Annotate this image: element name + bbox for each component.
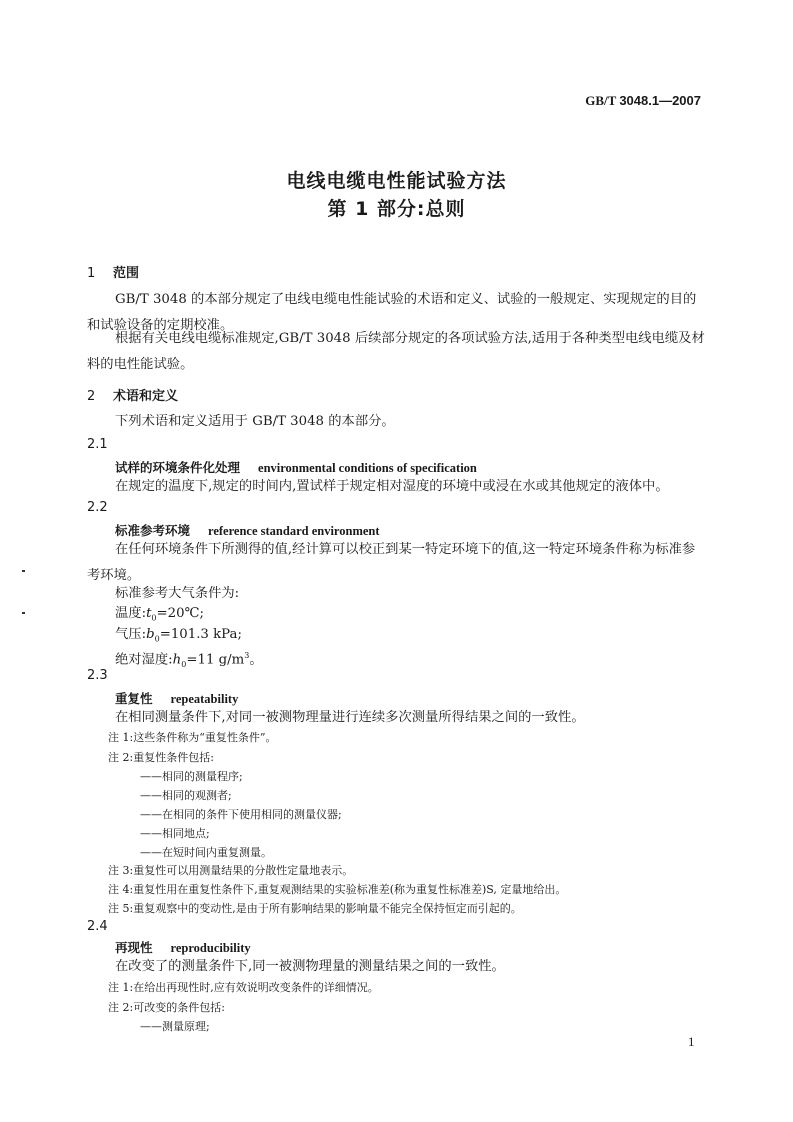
page-number: 1	[688, 1034, 695, 1049]
term-zh: 重复性	[115, 691, 153, 706]
term-en: reproducibility	[170, 941, 251, 955]
condition-symbol: b	[146, 627, 155, 642]
condition-subscript: 0	[154, 634, 160, 644]
section-1-paragraph-2: 根据有关电线电缆标准规定,GB/T 3048 后续部分规定的各项试验方法,适用于各种类型电线电缆及材料的电性能试验。	[87, 331, 705, 372]
section-1-paragraph-1: GB/T 3048 的本部分规定了电线电缆电性能试验的术语和定义、试验的一般规定、实现规定的目的和试验设备的定期校准。	[87, 292, 697, 333]
margin-mark	[22, 570, 25, 572]
section-title: 范围	[113, 266, 140, 281]
condition-value: =11 g/m	[186, 652, 245, 668]
section-number: 2	[87, 389, 96, 404]
clause-2-1-number: 2.1	[87, 437, 108, 452]
list-item: ——相同的观测者;	[140, 789, 232, 802]
section-title: 术语和定义	[113, 389, 179, 404]
document-subtitle: 第 1 部分:总则	[327, 198, 466, 220]
section-2-heading	[87, 385, 178, 404]
condition-value: =101.3 kPa;	[159, 627, 242, 642]
list-item: ——相同的测量程序;	[140, 770, 243, 783]
condition-label: 气压:	[115, 627, 147, 642]
list-item: ——在相同的条件下使用相同的测量仪器;	[140, 808, 342, 821]
clause-2-2-number: 2.2	[87, 500, 108, 515]
margin-mark	[22, 612, 25, 614]
clause-2-4-definition: 在改变了的测量条件下,同一被测物理量的测量结果之间的一致性。	[115, 959, 505, 974]
term-en: environmental conditions of specification	[258, 461, 477, 475]
condition-value: =20℃;	[156, 606, 204, 621]
section-1-heading	[87, 262, 139, 281]
condition-superscript: 3	[244, 651, 250, 660]
section-number: 1	[87, 266, 96, 281]
condition-subscript: 0	[181, 660, 187, 670]
condition-suffix: 。	[249, 652, 263, 668]
term-en: reference standard environment	[208, 524, 380, 538]
note-1: 注 1:在给出再现性时,应有效说明改变条件的详细情况。	[108, 981, 379, 994]
condition-label: 温度:	[115, 606, 147, 621]
term-zh: 再现性	[115, 940, 153, 955]
clause-2-3-definition: 在相同测量条件下,对同一被测物理量进行连续多次测量所得结果之间的一致性。	[115, 710, 585, 725]
clause-2-4-number: 2.4	[87, 919, 108, 934]
term-zh: 标准参考环境	[115, 523, 191, 538]
condition-symbol: h	[172, 652, 182, 668]
note-3: 注 3:重复性可以用测量结果的分散性定量地表示。	[108, 864, 354, 877]
list-item: ——测量原理;	[140, 1020, 210, 1033]
term-zh: 试样的环境条件化处理	[115, 460, 241, 475]
note-5: 注 5:重复观察中的变动性,是由于所有影响结果的影响量不能完全保持恒定而引起的。	[108, 902, 522, 915]
condition-symbol: t	[146, 606, 152, 621]
standard-prefix: GB/T	[585, 93, 617, 108]
document-title: 电线电缆电性能试验方法	[286, 170, 507, 192]
list-item: ——在短时间内重复测量。	[140, 846, 272, 859]
note-4: 注 4:重复性用在重复性条件下,重复观测结果的实验标准差(称为重复性标准差)S, 定量地给出。	[108, 883, 567, 896]
note-2: 注 2:可改变的条件包括:	[108, 1001, 225, 1014]
clause-2-3-number: 2.3	[87, 668, 108, 683]
conditions-intro: 标准参考大气条件为:	[115, 586, 240, 601]
standard-number: 3048.1—2007	[619, 93, 701, 108]
clause-2-2-definition: 在任何环境条件下所测得的值,经计算可以校正到某一特定环境下的值,这一特定环境条件称为标准参考环境。	[87, 542, 696, 583]
condition-label: 绝对湿度:	[115, 652, 173, 668]
note-2: 注 2:重复性条件包括:	[108, 751, 214, 764]
note-1: 注 1:这些条件称为“重复性条件”。	[108, 731, 277, 744]
standard-code	[585, 93, 701, 109]
list-item: ——相同地点;	[140, 827, 210, 840]
section-2-intro: 下列术语和定义适用于 GB/T 3048 的本部分。	[115, 414, 395, 429]
term-en: repeatability	[170, 692, 239, 706]
condition-humidity	[115, 643, 263, 678]
condition-subscript: 0	[151, 613, 157, 623]
clause-2-1-definition: 在规定的温度下,规定的时间内,置试样于规定相对湿度的环境中或浸在水或其他规定的液体中。	[115, 479, 669, 494]
